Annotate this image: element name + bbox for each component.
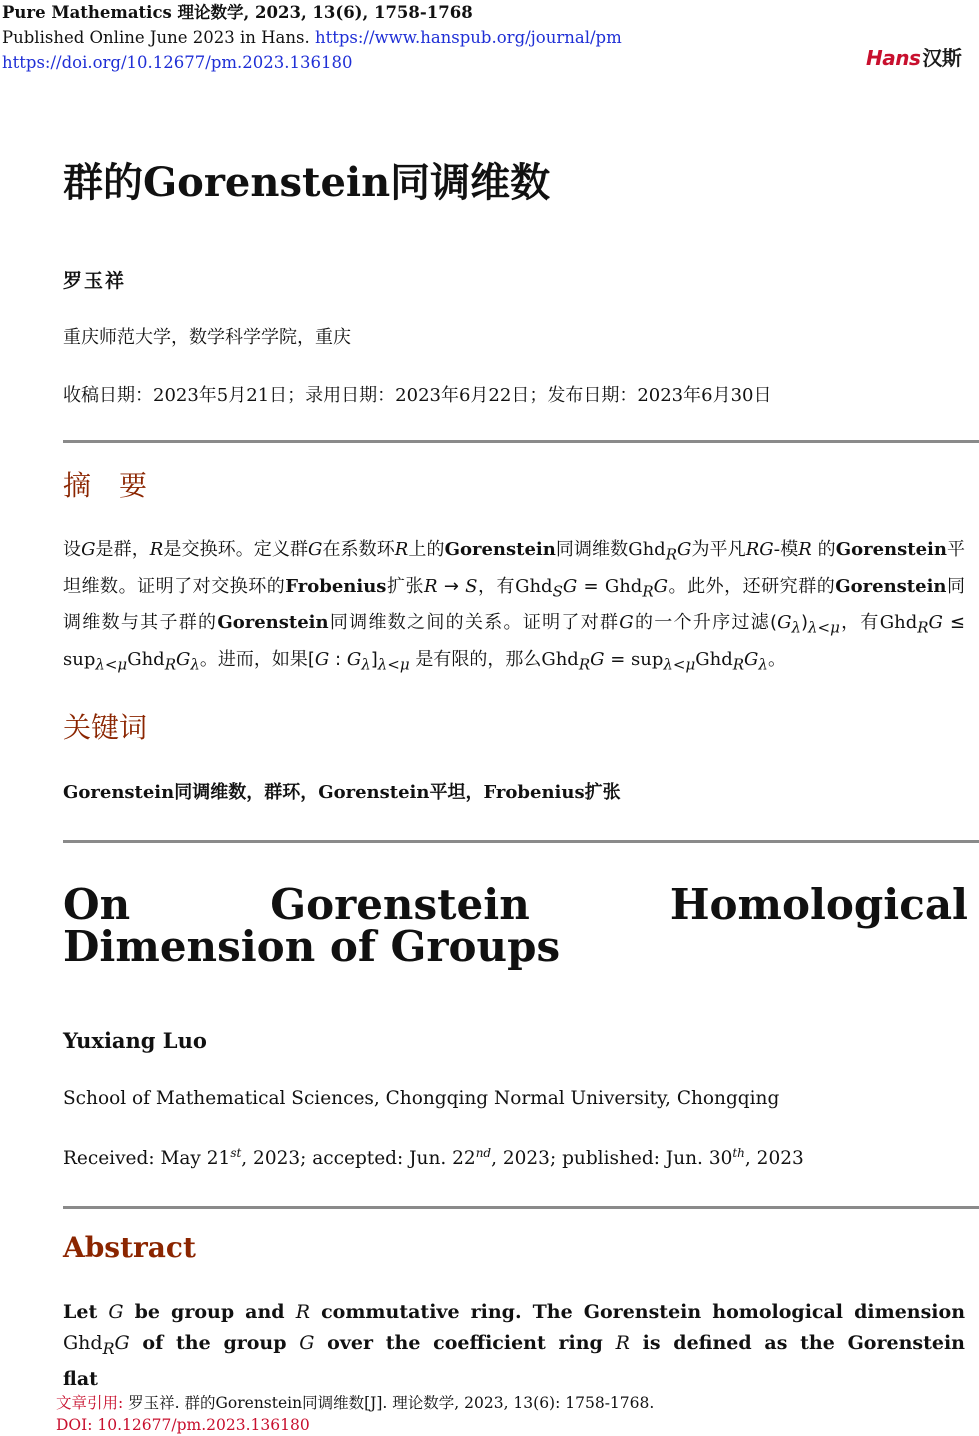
chinese-abstract-heading: 摘 要 (63, 469, 148, 502)
hans-logo: Hans 汉斯 (866, 46, 962, 70)
citation-text: 罗玉祥. 群的Gorenstein同调维数[J]. 理论数学, 2023, 13(6): 1758-1768. (128, 1394, 655, 1412)
english-abstract: Let G be group and R commutative ring. The Gorenstein homological dimension Ghd$_R$G of the group G over the coefficient ring R is defined as the Gorenstein flat (63, 1301, 966, 1390)
divider (63, 840, 979, 843)
chinese-abstract: 设G是群，R是交换环。定义群G在系数环R上的Gorenstein同调维数Ghd$_R$G为平凡RG-模R 的Gorenstein平坦维数。证明了对交换环的Frobenius扩张R → S，有Ghd$_S$G = Ghd$_R$G。此外，还研究群的Gorenstein同调维数与其子群的Gorenstein同调维数之间的关系。证明了对群G的一个升序过滤$(G_\lambda)_{\lambda<\mu}$，有$Ghd_RG \le sup_{\lambda<\mu}Ghd_RG_\lambda$。进而，如果[G : $G_\lambda]_{\lambda<\mu}$ 是有限的，那么$Ghd_RG = sup_{\lambda<\mu}Ghd_RG_\lambda$。 (63, 539, 966, 674)
english-title: On Gorenstein Homological Dimension of Groups (63, 880, 968, 971)
citation (56, 1392, 654, 1436)
journal-header (2, 0, 622, 75)
citation-doi: DOI: 10.12677/pm.2023.136180 (56, 1416, 310, 1434)
doi-link[interactable]: https://doi.org/10.12677/pm.2023.136180 (2, 53, 353, 72)
english-affiliation: School of Mathematical Sciences, Chongqing Normal University, Chongqing (63, 1088, 780, 1109)
divider (63, 440, 979, 443)
chinese-dates: 收稿日期：2023年5月21日；录用日期：2023年6月22日；发布日期：2023年6月30日 (63, 385, 772, 406)
published-line: Published Online June 2023 in Hans. https://www.hanspub.org/journal/pm (2, 28, 622, 47)
english-dates: Received: May 21st, 2023; accepted: Jun. 22nd, 2023; published: Jun. 30th, 2023 (63, 1146, 804, 1170)
divider (63, 1206, 979, 1209)
journal-link[interactable]: https://www.hanspub.org/journal/pm (314, 28, 622, 47)
journal-info: Pure Mathematics 理论数学, 2023, 13(6), 1758-1768 (2, 3, 473, 22)
chinese-keywords-heading: 关键词 (63, 711, 148, 744)
chinese-affiliation: 重庆师范大学，数学科学学院，重庆 (63, 327, 351, 348)
citation-label: 文章引用: (56, 1394, 124, 1412)
english-author: Yuxiang Luo (63, 1028, 207, 1053)
chinese-title: 群的Gorenstein同调维数 (63, 159, 551, 206)
chinese-keywords: Gorenstein同调维数，群环，Gorenstein平坦，Frobenius扩张 (63, 782, 621, 803)
chinese-author: 罗玉祥 (63, 270, 127, 292)
english-abstract-heading: Abstract (63, 1231, 196, 1264)
